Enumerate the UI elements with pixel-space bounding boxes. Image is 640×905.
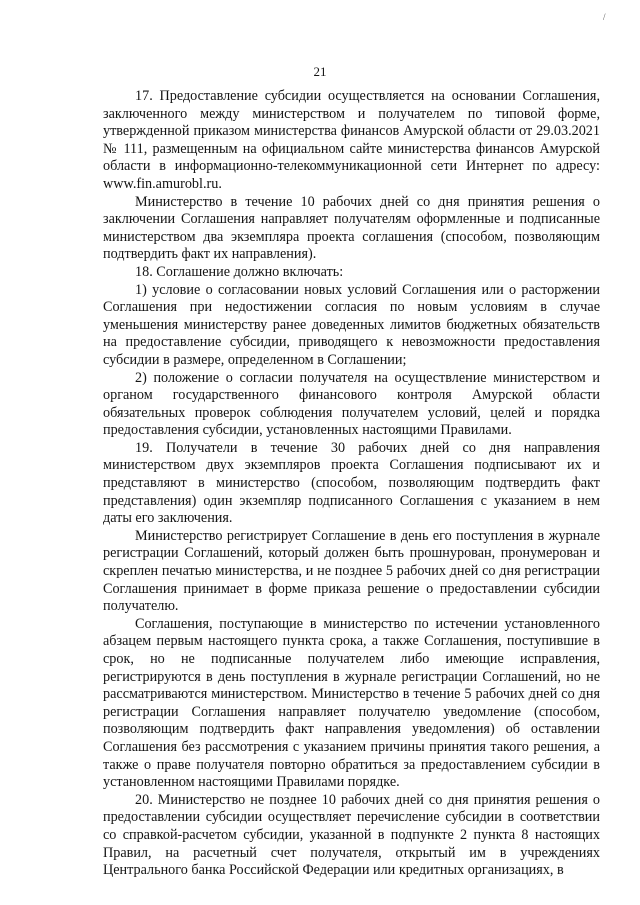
document-body bbox=[103, 88, 600, 880]
paragraph-18-item-2: 2) положение о согласии получателя на осуществление министерством и органом государственного финансового контроля Амурской области обязательных проверок соблюдения получателем условий, целей и порядка предоставления субсидии, установленных настоящими Правилами. bbox=[103, 369, 600, 439]
paragraph-19-registration: Министерство регистрирует Соглашение в день его поступления в журнале регистрации Соглашений, который должен быть прошнурован, пронумерован и скреплен печатью министерства, и не позднее 5 рабочих дней со дня регистрации Соглашения принимает в форме приказа решение о предоставлении субсидии получателю. bbox=[103, 527, 600, 615]
paragraph-19-late-agreements: Соглашения, поступающие в министерство по истечении установленного абзацем первым настоящего пункта срока, а также Соглашения, поступившие в срок, но не подписанные получателем либо имеющие исправления, регистрируются в день поступления в журнале регистрации Соглашений, но не рассматриваются министерством. Министерство в течение 5 рабочих дней со дня регистрации Соглашения направляет получателю уведомление (способом, позволяющим подтвердить факт направления уведомления) об оставлении Соглашения без рассмотрения с указанием причины принятия такого решения, а также о праве получателя повторно обратиться за предоставлением субсидии в установленном настоящими Правилами порядке. bbox=[103, 615, 600, 791]
paragraph-17-notice: Министерство в течение 10 рабочих дней со дня принятия решения о заключении Соглашения направляет получателям оформленные и подписанные министерством два экземпляра проекта соглашения (способом, позволяющим подтвердить факт их направления). bbox=[103, 193, 600, 263]
corner-mark: / bbox=[603, 12, 606, 22]
paragraph-19: 19. Получатели в течение 30 рабочих дней со дня направления министерством двух экземпляров проекта Соглашения подписывают их и представляют в министерство (способом, позволяющим подтвердить факт представления) один экземпляр подписанного Соглашения с указанием в нем даты его заключения. bbox=[103, 439, 600, 527]
paragraph-20: 20. Министерство не позднее 10 рабочих дней со дня принятия решения о предоставлении субсидии осуществляет перечисление субсидии в соответствии со справкой-расчетом субсидии, указанной в подпункте 2 пункта 8 настоящих Правил, на расчетный счет получателя, открытый им в учреждениях Центрального банка Российской Федерации или кредитных организациях, в bbox=[103, 791, 600, 879]
paragraph-18-item-1: 1) условие о согласовании новых условий Соглашения или о расторжении Соглашения при недостижении согласия по новым условиям в случае уменьшения министерству ранее доведенных лимитов бюджетных обязательств на предоставление субсидии, приводящего к невозможности предоставления субсидии в размере, определенном в Соглашении; bbox=[103, 281, 600, 368]
page-number: 21 bbox=[313, 64, 327, 79]
paragraph-17: 17. Предоставление субсидии осуществляется на основании Соглашения, заключенного между министерством и получателем по типовой форме, утвержденной приказом министерства финансов Амурской области от 29.03.2021 № 111, размещенным на официальном сайте министерства финансов Амурской области в информационно-телекоммуникационной сети Интернет по адресу: www.fin.amurobl.ru. bbox=[103, 88, 600, 192]
paragraph-18: 18. Соглашение должно включать: bbox=[135, 263, 344, 280]
